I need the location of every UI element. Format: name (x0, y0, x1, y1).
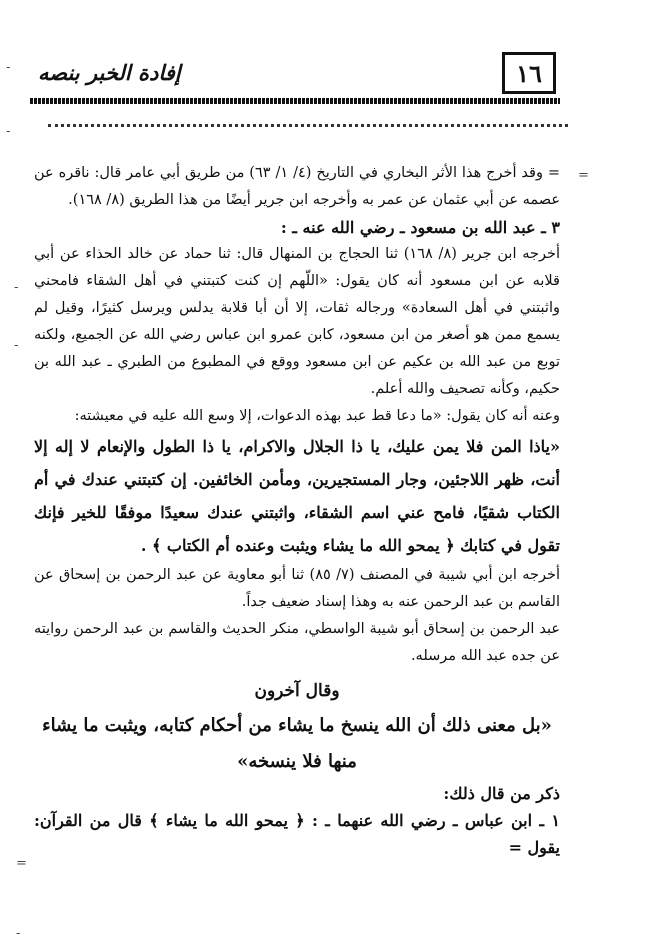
margin-mark: = (578, 168, 589, 183)
page-header (30, 52, 560, 100)
page-body (34, 160, 560, 861)
book-title: إفادة الخبر بنصه (38, 60, 181, 85)
section-title: وقال آخرون (254, 681, 340, 701)
margin-mark: - (6, 60, 11, 75)
paragraph: عبد الرحمن بن إسحاق أبو شيبة الواسطي، منكر الحديث والقاسم بن عبد الرحمن روايته عن جده عبد الله مرسله. (34, 621, 560, 664)
header-rule (30, 98, 560, 104)
page-number: ١٦ (502, 52, 556, 94)
paragraph: أخرجه ابن جرير (٨/ ١٦٨) ثنا الحجاج بن المنهال قال: ثنا حماد عن خالد الحذاء عن أبي قلابه عن ابن مسعود أنه كان يقول: «اللّهم إن كنت كتبتني في أهل الشقاء فامحني واثبتني في أهل السعادة» ورجاله ثقات، إلا أن أبا قلابة يدلس ويرسل كثيرًا، وقيل لم يسمع ممن هو أصغر من ابن مسعود، كابن عمرو ابن عباس رضي الله عن الجميع، ولكنه توبع من عبد الله بن عكيم عن ابن مسعود ووقع في المطبوع من الطبري ـ عبد الله بن حكيم، وكأنه تصحيف والله أعلم. (34, 246, 560, 397)
paragraph: أخرجه ابن أبي شيبة في المصنف (٧/ ٨٥) ثنا أبو معاوية عن عبد الرحمن بن إسحاق عن القاسم بن عبد الرحمن عنه به وهذا إسناد ضعيف جداً. (34, 567, 560, 610)
margin-mark: = (16, 856, 27, 871)
margin-mark: - (14, 338, 19, 353)
paragraph: وعنه أنه كان يقول: «ما دعا قط عبد بهذه الدعوات، إلا وسع الله عليه في معيشته: (74, 408, 560, 424)
dotted-separator (48, 124, 568, 127)
margin-mark: - (16, 926, 21, 941)
numbered-item: ١ ـ ابن عباس ـ رضي الله عنهما ـ : ﴿ يمحو الله ما يشاء ﴾ قال من القرآن: يقول = (34, 811, 560, 857)
bold-supplication: «ياذا المن فلا يمن عليك، يا ذا الجلال والاكرام، يا ذا الطول والإنعام لا إله إلا أنت، ظهر اللاجئين، وجار المستجيرين، ومأمن الخائفين. إن كتبتني عندك في أم الكتاب شقيًا، فامح عني اسم الشقاء، واثبتني عندك سعيدًا موفقًا للخير فإنك تقول في كتابك ﴿ يمحو الله ما يشاء ويثبت وعنده أم الكتاب ﴾ . (34, 437, 561, 555)
footnote-continuation: = وقد أخرج هذا الأثر البخاري في التاريخ (٤/ ١/ ٦٣) من طريق أبي عامر قال: ناقره عن عصمه عن أبي عثمان عن عمر به وأخرجه ابن جرير أيضًا من هذا الطريق (٨/ ١٦٨). (34, 165, 561, 208)
margin-mark: - (14, 280, 19, 295)
section-heading: ٣ ـ عبد الله بن مسعود ـ رضي الله عنه ـ : (280, 218, 560, 237)
margin-mark: - (6, 124, 11, 139)
quoted-statement: «بل معنى ذلك أن الله ينسخ ما يشاء من أحكام كتابه، ويثبت ما يشاء منها فلا ينسخه» (42, 715, 552, 772)
subheading: ذكر من قال ذلك: (443, 784, 560, 803)
